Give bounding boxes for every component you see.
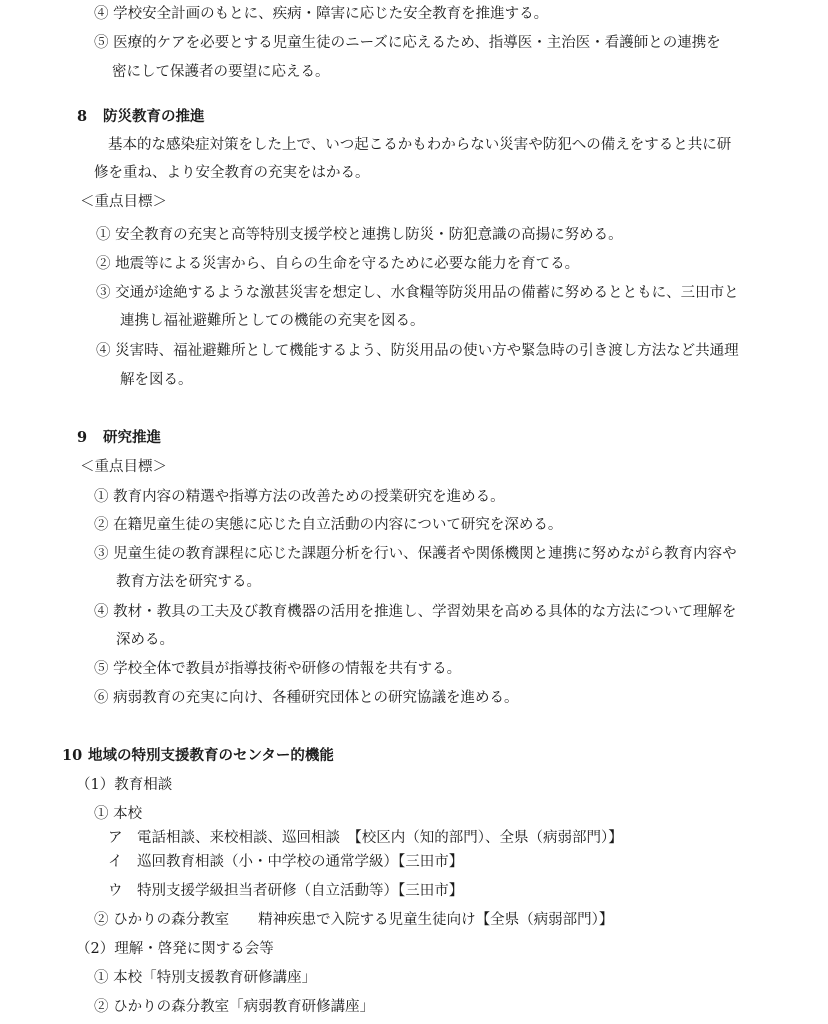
section8-item4-line1: ④ 災害時、福祉避難所として機能するよう、防災用品の使い方や緊急時の引き渡し方法など共通理 <box>96 343 739 359</box>
section8-item4-line2: 解を図る。 <box>120 372 193 388</box>
section9-item2: ② 在籍児童生徒の実態に応じた自立活動の内容について研究を深める。 <box>94 517 563 533</box>
section10-sub1-u: ウ 特別支援学級担当者研修（自立活動等）【三田市】 <box>108 883 464 899</box>
section9-goals-label: ＜重点目標＞ <box>80 459 167 475</box>
section9-item4-line2: 深める。 <box>116 632 174 648</box>
section10-heading <box>62 746 334 766</box>
section9-item4-line1: ④ 教材・教具の工夫及び教育機器の活用を推進し、学習効果を高める具体的な方法について理解を <box>94 604 737 620</box>
section8-item3-line1: ③ 交通が途絶するような激甚災害を想定し、水食糧等防災用品の備蓄に努めるとともに、三田市と <box>96 285 739 301</box>
section9-title: 研究推進 <box>103 429 161 446</box>
section10-sub2-item1: ① 本校「特別支援教育研修講座」 <box>94 970 317 986</box>
section8-intro-line1: 基本的な感染症対策をした上で、いつ起こるかもわからない災害や防犯への備えをすると共に研 <box>108 137 732 153</box>
section10-sub1-a: ア 電話相談、来校相談、巡回相談 【校区内（知的部門）、全県（病弱部門）】 <box>108 830 623 846</box>
section7-item5-line1: ⑤ 医療的ケアを必要とする児童生徒のニーズに応えるため、指導医・主治医・看護師との連携を <box>94 35 721 51</box>
section8-heading <box>77 107 205 127</box>
section8-item2: ② 地震等による災害から、自らの生命を守るために必要な能力を育てる。 <box>96 256 580 272</box>
section8-title: 防災教育の推進 <box>103 108 205 125</box>
section10-number: 10 <box>62 747 83 764</box>
section10-sub1: （1）教育相談 <box>76 777 173 793</box>
section8-intro-line2: 修を重ね、より安全教育の充実をはかる。 <box>94 165 370 181</box>
section10-sub2: （2）理解・啓発に関する会等 <box>76 941 274 957</box>
section7-item4: ④ 学校安全計画のもとに、疾病・障害に応じた安全教育を推進する。 <box>94 6 549 22</box>
section7-item5-line2: 密にして保護者の要望に応える。 <box>112 64 330 80</box>
section9-heading <box>77 428 161 448</box>
section9-item6: ⑥ 病弱教育の充実に向け、各種研究団体との研究協議を進める。 <box>94 690 519 706</box>
section9-number: 9 <box>77 429 88 446</box>
section9-item5: ⑤ 学校全体で教員が指導技術や研修の情報を共有する。 <box>94 661 462 677</box>
section10-sub1-i: イ 巡回教育相談（小・中学校の通常学級）【三田市】 <box>108 854 464 870</box>
section10-sub1-item2: ② ひかりの森分教室 精神疾患で入院する児童生徒向け【全県（病弱部門）】 <box>94 912 614 928</box>
section8-item3-line2: 連携し福祉避難所としての機能の充実を図る。 <box>120 313 425 329</box>
section8-item1: ① 安全教育の充実と高等特別支援学校と連携し防災・防犯意識の高揚に努める。 <box>96 227 623 243</box>
section10-title: 地域の特別支援教育のセンター的機能 <box>88 747 334 764</box>
section10-sub2-item2: ② ひかりの森分教室「病弱教育研修講座」 <box>94 999 375 1015</box>
section9-item1: ① 教育内容の精選や指導方法の改善ための授業研究を進める。 <box>94 489 505 505</box>
section9-item3-line1: ③ 児童生徒の教育課程に応じた課題分析を行い、保護者や関係機関と連携に努めながら教育内容や <box>94 546 737 562</box>
section8-goals-label: ＜重点目標＞ <box>80 194 167 210</box>
section9-item3-line2: 教育方法を研究する。 <box>116 574 261 590</box>
section8-number: 8 <box>77 108 88 125</box>
section10-sub1-item1: ① 本校 <box>94 806 143 822</box>
